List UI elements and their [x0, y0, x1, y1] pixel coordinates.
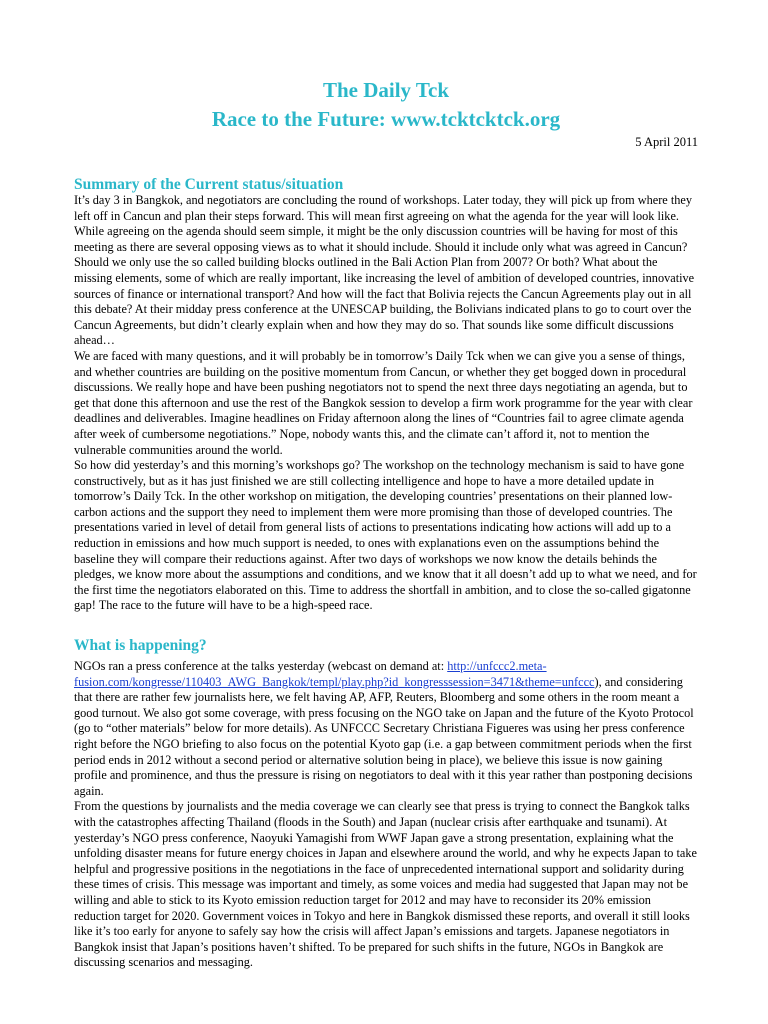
- document-subtitle: Race to the Future: www.tcktcktck.org: [211, 107, 561, 131]
- section-happening: [74, 659, 698, 971]
- document-title: The Daily Tck: [322, 78, 450, 102]
- happening-paragraph-1-end: ), and considering that there are rather few journalists here, we felt having AP, AFP, Reuters, Bloomberg and some others in the room meant a good turnout. We also got some coverage, with press focusing on the NGO take on Japan and the future of the Kyoto Protocol (go to “other materials” below for more details). As UNFCCC Secretary Christiana Figueres was using her press conference right before the NGO briefing to also focus on the potential Kyoto gap (i.e. a gap between commitment periods when the first period ends in 2012 without a second period or alternative solution being in place), we believe this issue is now gaining profile and prominence, and thus the pressure is rising on negotiators to deal with it this year rather than postponing decisions again.: [74, 674, 694, 798]
- webcast-link[interactable]: http://unfccc2.meta-fusion.com/kongresse/110403_AWG_Bangkok/templ/play.php?id_kongresssession=3471&theme=unfccc: [74, 659, 595, 689]
- section-heading-happening: What is happening?: [74, 637, 207, 654]
- summary-paragraph-2: We are faced with many questions, and it will probably be in tomorrow’s Daily Tck when we can give you a sense of things, and whether countries are building on the positive momentum from Cancun, or whether they get bogged down in procedural discussions. We really hope and have been pushing negotiators not to spend the next three days negotiating an agenda, but to get that done this afternoon and use the rest of the Bangkok session to develop a firm work programme for the year with clear deadlines and deliverables. Imagine headlines on Friday afternoon along the lines of “Countries fail to agree climate agenda after week of cumbersome negotiations.” Nope, nobody wants this, and the climate can’t afford it, not to mention the vulnerable communities around the world.: [74, 348, 693, 457]
- summary-paragraph-1: It’s day 3 in Bangkok, and negotiators are concluding the round of workshops. Later today, they will pick up from where they left off in Cancun and plan their steps forward. This will mean first agreeing on what the agenda for the year will look like. While agreeing on the agenda should seem simple, it might be the only discussion countries will be having for most of this meeting as there are several opposing views as to what it should include. Should it include only what was agreed in Cancun? Should we only use the so called building blocks outlined in the Bali Action Plan from 2007? Or both? What about the missing elements, some of which are really important, like increasing the level of ambition of developed countries, innovative sources of finance or international transport? And how will the fact that Bolivia rejects the Cancun Agreements play out in all this debate? At their midday press conference at the UNESCAP building, the Bolivians indicated plans to go to court over the Cancun Agreements, but didn’t clearly explain when and how they may do so. That sounds like some difficult discussions ahead…: [74, 193, 695, 348]
- summary-paragraph-3: So how did yesterday’s and this morning’s workshops go? The workshop on the technology mechanism is said to have gone constructively, but as it has just finished we are still collecting intelligence and hope to have a more detailed update in tomorrow’s Daily Tck. In the other workshop on mitigation, the developing countries’ presentations on their planned low-carbon actions and the support they need to implement them were more promising than those of developed countries. The presentations varied in level of detail from general lists of actions to presentations indicating how actions will add up to a reduction in emissions and how much support is needed, to ones with explanations even on the assumptions behind the baseline they will compare their reductions against. After two days of workshops we now know the details behinds the pledges, we know more about the assumptions and conditions, and we know that it all doesn’t add up to what we need, and for the first time the negotiators elaborated on this. Time to address the shortfall in ambition, and to close the so-called gigatonne gap! The race to the future will have to be a high-speed race.: [74, 458, 697, 613]
- happening-paragraph-1-start: NGOs ran a press conference at the talks yesterday (webcast on demand at:: [74, 659, 448, 673]
- section-summary: [74, 193, 698, 614]
- section-heading-summary: Summary of the Current status/situation: [74, 176, 344, 193]
- document-date: 5 April 2011: [635, 135, 698, 149]
- happening-paragraph-2: From the questions by journalists and the media coverage we can clearly see that press is trying to connect the Bangkok talks with the catastrophes affecting Thailand (floods in the South) and Japan (nuclear crisis after earthquake and tsunami). At yesterday’s NGO press conference, Naoyuki Yamagishi from WWF Japan gave a strong presentation, explaining what the unfolding disaster means for future energy choices in Japan and elsewhere around the world, and why he expects Japan to take helpful and progressive positions in the negotiations in the face of unprecedented international support and solidarity during these times of crisis. This message was important and timely, as some voices and media had suggested that Japan may not be willing and able to stick to its Kyoto emission reduction target for 2012 and may have to reconsider its 20% emission reduction target for 2020. Government voices in Tokyo and here in Bangkok dismissed these reports, and overall it still looks like it’s too early for anyone to safely say how the crisis will affect Japan’s emissions and targets. Japanese negotiators in Bangkok insist that Japan’s positions haven’t shifted. To be prepared for such shifts in the future, NGOs in Bangkok are discussing scenarios and messaging.: [74, 799, 697, 970]
- happening-paragraph-1: [74, 659, 698, 799]
